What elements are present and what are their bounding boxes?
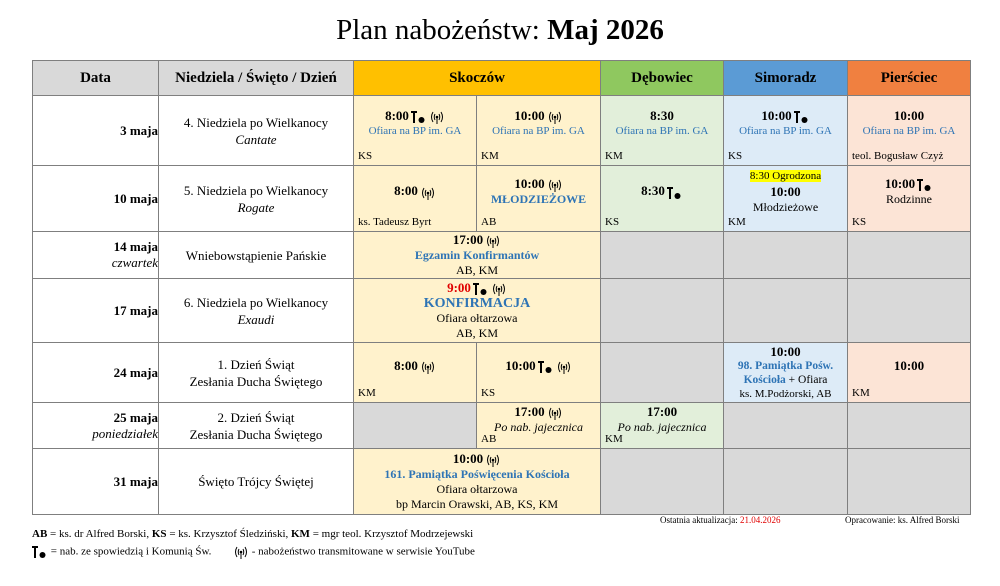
skoczow-cell-1: 8:00 Ofiara na BP im. GA KS — [354, 96, 477, 166]
broadcast-icon — [429, 110, 445, 124]
broadcast-icon — [420, 360, 436, 374]
simoradz-cell-empty — [724, 279, 848, 343]
piersciec-cell: 10:00 Rodzinne KS — [848, 166, 971, 232]
skoczow-cell: 9:00 KONFIRMACJA Ofiara ołtarzowa AB, KM — [354, 279, 601, 343]
debowiec-cell: 8:30 Ofiara na BP im. GA KM — [601, 96, 724, 166]
table-row — [33, 403, 971, 449]
skoczow-cell-1: 8:00 ks. Tadeusz Byrt — [354, 166, 477, 232]
communion-icon — [411, 110, 427, 124]
broadcast-icon — [485, 234, 501, 248]
simoradz-cell-empty — [724, 232, 848, 279]
broadcast-icon — [547, 178, 563, 192]
communion-icon — [917, 178, 933, 192]
row-date: 17 maja — [33, 279, 159, 343]
header-date: Data — [33, 61, 159, 96]
simoradz-cell-empty — [724, 449, 848, 515]
table-row — [33, 279, 971, 343]
broadcast-icon — [491, 282, 507, 296]
debowiec-cell: 8:30 KS — [601, 166, 724, 232]
piersciec-cell: 10:00 Ofiara na BP im. GA teol. Bogusław Czyż — [848, 96, 971, 166]
title-prefix: Plan nabożeństw: — [336, 14, 540, 46]
piersciec-cell-empty — [848, 449, 971, 515]
skoczow-cell: 17:00 Egzamin Konfirmantów AB, KM — [354, 232, 601, 279]
row-date: 24 maja — [33, 343, 159, 403]
table-row — [33, 166, 971, 232]
simoradz-cell-empty — [724, 403, 848, 449]
table-row — [33, 96, 971, 166]
skoczow-cell-2: 10:00 KS — [477, 343, 601, 403]
skoczow-cell-1: 8:00 KM — [354, 343, 477, 403]
broadcast-icon — [547, 110, 563, 124]
communion-icon — [473, 282, 489, 296]
communion-icon — [667, 186, 683, 200]
row-date: 14 maja czwartek — [33, 232, 159, 279]
header-simoradz: Simoradz — [724, 61, 848, 96]
communion-icon — [538, 360, 554, 374]
broadcast-icon — [233, 545, 249, 559]
broadcast-icon — [547, 406, 563, 420]
row-day: 4. Niedziela po Wielkanocy Cantate — [159, 96, 354, 166]
table-row — [33, 232, 971, 279]
simoradz-cell: 10:00 98. Pamiątka Pośw. Kościoła + Ofiara ks. M.Podżorski, AB — [724, 343, 848, 403]
header-day: Niedziela / Święto / Dzień — [159, 61, 354, 96]
skoczow-cell-2: 10:00 Ofiara na BP im. GA KM — [477, 96, 601, 166]
last-update: Ostatnia aktualizacja: 21.04.2026 — [660, 515, 781, 525]
header-piersciec: Pierściec — [848, 61, 971, 96]
debowiec-cell-empty — [601, 449, 724, 515]
row-date: 10 maja — [33, 166, 159, 232]
schedule-table — [32, 60, 971, 515]
row-day: Święto Trójcy Świętej — [159, 449, 354, 515]
author-note: Opracowanie: ks. Alfred Borski — [845, 515, 960, 525]
row-day: Wniebowstąpienie Pańskie — [159, 232, 354, 279]
broadcast-icon — [420, 186, 436, 200]
table-row — [33, 449, 971, 515]
piersciec-cell: 10:00 KM — [848, 343, 971, 403]
row-day: 5. Niedziela po Wielkanocy Rogate — [159, 166, 354, 232]
debowiec-cell-empty — [601, 343, 724, 403]
skoczow-cell-2: 17:00 Po nab. jajecznica AB — [477, 403, 601, 449]
row-date: 31 maja — [33, 449, 159, 515]
communion-icon — [794, 110, 810, 124]
piersciec-cell-empty — [848, 232, 971, 279]
row-day: 1. Dzień Świąt Zesłania Ducha Świętego — [159, 343, 354, 403]
page-title — [0, 10, 1000, 50]
row-day: 2. Dzień Świąt Zesłania Ducha Świętego — [159, 403, 354, 449]
header-row — [33, 61, 971, 96]
row-date: 3 maja — [33, 96, 159, 166]
debowiec-cell-empty — [601, 232, 724, 279]
legend-icons: = nab. ze spowiedzią i Komunią Św. - nabożeństwo transmitowane w serwisie YouTube — [32, 545, 475, 559]
skoczow-cell-empty — [354, 403, 477, 449]
piersciec-cell-empty — [848, 279, 971, 343]
skoczow-cell: 10:00 161. Pamiątka Poświęcenia Kościoła Ofiara ołtarzowa bp Marcin Orawski, AB, KS, KM — [354, 449, 601, 515]
legend-abbrev: AB = ks. dr Alfred Borski, KS = ks. Krzysztof Śledziński, KM = mgr teol. Krzysztof Modrzejewski — [32, 528, 474, 540]
broadcast-icon — [485, 453, 501, 467]
simoradz-cell: 10:00 Ofiara na BP im. GA KS — [724, 96, 848, 166]
communion-icon — [32, 545, 48, 559]
debowiec-cell-empty — [601, 279, 724, 343]
row-date: 25 maja poniedziałek — [33, 403, 159, 449]
title-month: Maj 2026 — [547, 14, 664, 46]
row-day: 6. Niedziela po Wielkanocy Exaudi — [159, 279, 354, 343]
broadcast-icon — [556, 360, 572, 374]
skoczow-cell-2: 10:00 MŁODZIEŻOWE AB — [477, 166, 601, 232]
simoradz-cell: 8:30 Ogrodzona 10:00 Młodzieżowe KM — [724, 166, 848, 232]
debowiec-cell: 17:00 Po nab. jajecznica KM — [601, 403, 724, 449]
header-debowiec: Dębowiec — [601, 61, 724, 96]
piersciec-cell-empty — [848, 403, 971, 449]
header-skoczow: Skoczów — [354, 61, 601, 96]
table-row — [33, 343, 971, 403]
